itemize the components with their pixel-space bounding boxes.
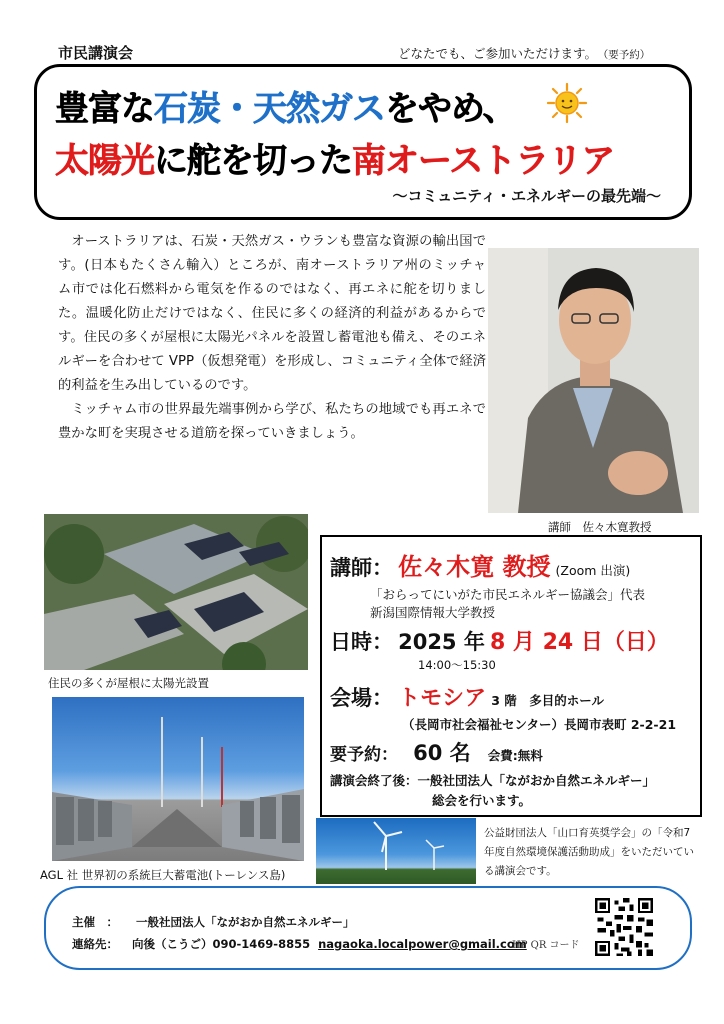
grant-note: 公益財団法人「山口育英奨学会」の「令和7 年度自然環境保護活動助成」をいただいている講演会です。 [484, 827, 694, 877]
reservation-label: 要予約： [330, 745, 398, 765]
date-year: 2025 年 [398, 630, 485, 654]
contact-label: 連絡先： [72, 937, 118, 951]
welcome-line [398, 44, 650, 62]
qr-label: HP QR コード [512, 940, 580, 951]
rooftop-solar-photo [44, 514, 308, 670]
intro-paragraph-2: ミッチャム市の世界最先端事例から学び、私たちの地域でも再エネで豊かな町を実現させる道筋を探っていきましょう。 [58, 402, 486, 441]
after-event-label: 講演会終了後： [330, 773, 418, 788]
reservation-note: （要予約） [603, 49, 651, 61]
title-part: 豊富な [55, 89, 154, 129]
date-label: 日時： [330, 630, 393, 654]
title-part-highlight: 石炭・天然ガス [154, 89, 385, 129]
title-line-1 [55, 81, 516, 130]
after-event-text: 一般社団法人「ながおか自然エネルギー」 [417, 773, 656, 788]
venue-address: （長岡市社会福祉センター）長岡市表町 2-2-21 [402, 717, 677, 732]
lecturer-photo-caption: 講師 佐々木寛教授 [548, 520, 652, 534]
qr-code-icon[interactable] [592, 896, 656, 958]
intro-text [58, 230, 486, 446]
event-info-box [320, 535, 702, 817]
title-part-highlight: 太陽光 [55, 141, 154, 181]
contact-email[interactable]: nagaoka.localpower@gmail.com [318, 937, 527, 951]
title-box [34, 64, 692, 220]
lecturer-role-1: 「おらってにいがた市民エネルギー協議会」代表 [370, 587, 646, 602]
reservation-row [330, 737, 543, 767]
venue-room: 3 階 多目的ホール [491, 693, 605, 708]
sun-icon [547, 83, 587, 123]
grid-battery-photo [52, 697, 304, 861]
after-event-row [330, 771, 655, 789]
subtitle: ～コミュニティ・エネルギーの最先端～ [392, 187, 661, 205]
after-event-text-2: 総会を行います。 [432, 793, 532, 808]
date-row [330, 625, 669, 656]
venue-name: トモシア [398, 686, 487, 711]
contact-phone: 向後（こうご）090-1469-8855 [132, 937, 311, 951]
date-month-day: 8 月 24 日（日） [489, 630, 669, 655]
battery-photo-caption: AGL 社 世界初の系統巨大蓄電池(トーレンス島) [40, 868, 286, 882]
title-part-highlight: 南オーストラリア [352, 141, 615, 181]
venue-row [330, 681, 604, 712]
organizer-label: 主催 ： [72, 915, 118, 929]
wind-turbine-photo [316, 818, 476, 884]
title-part: をやめ、 [385, 89, 516, 129]
organizer-row [72, 914, 355, 930]
welcome-text: どなたでも、ご参加いただけます。 [398, 46, 598, 61]
title-line-2 [55, 133, 614, 182]
organizer-name: 一般社団法人「ながおか自然エネルギー」 [136, 915, 355, 929]
rooftop-photo-caption: 住民の多くが屋根に太陽光設置 [48, 676, 209, 690]
venue-label: 会場： [330, 686, 393, 710]
lecturer-label: 講師： [330, 556, 393, 580]
lecturer-name: 佐々木寛 教授 [398, 553, 551, 581]
lecturer-row [330, 547, 630, 582]
title-part: に舵を切った [154, 141, 352, 181]
contact-row [72, 936, 527, 952]
capacity: 60 名 [413, 741, 471, 765]
lecturer-zoom-note: (Zoom 出演) [555, 563, 631, 578]
footer-box [44, 886, 692, 970]
fee: 会費:無料 [487, 748, 543, 763]
lecturer-photo [488, 248, 699, 513]
lecturer-role-2: 新潟国際情報大学教授 [370, 605, 496, 620]
intro-paragraph-1: オーストラリアは、石炭・天然ガス・ウランも豊富な資源の輸出国です。(日本もたくさん輸入）ところが、南オーストラリア州のミッチャム市では化石燃料から電気を作るのではなく、再エネに舵を切りました。温暖化防止だけではなく、住民に多くの経済的利益があるからです。住民の多くが屋根に太陽光パネルを設置し蓄電池も備え、そのエネルギーを合わせて VPP（仮想発電）を形成し、コミュニティ全体で経済的利益を生み出しているのです。 [58, 234, 486, 393]
event-time: 14:00～15:30 [418, 658, 496, 672]
event-series-label: 市民講演会 [58, 44, 134, 62]
